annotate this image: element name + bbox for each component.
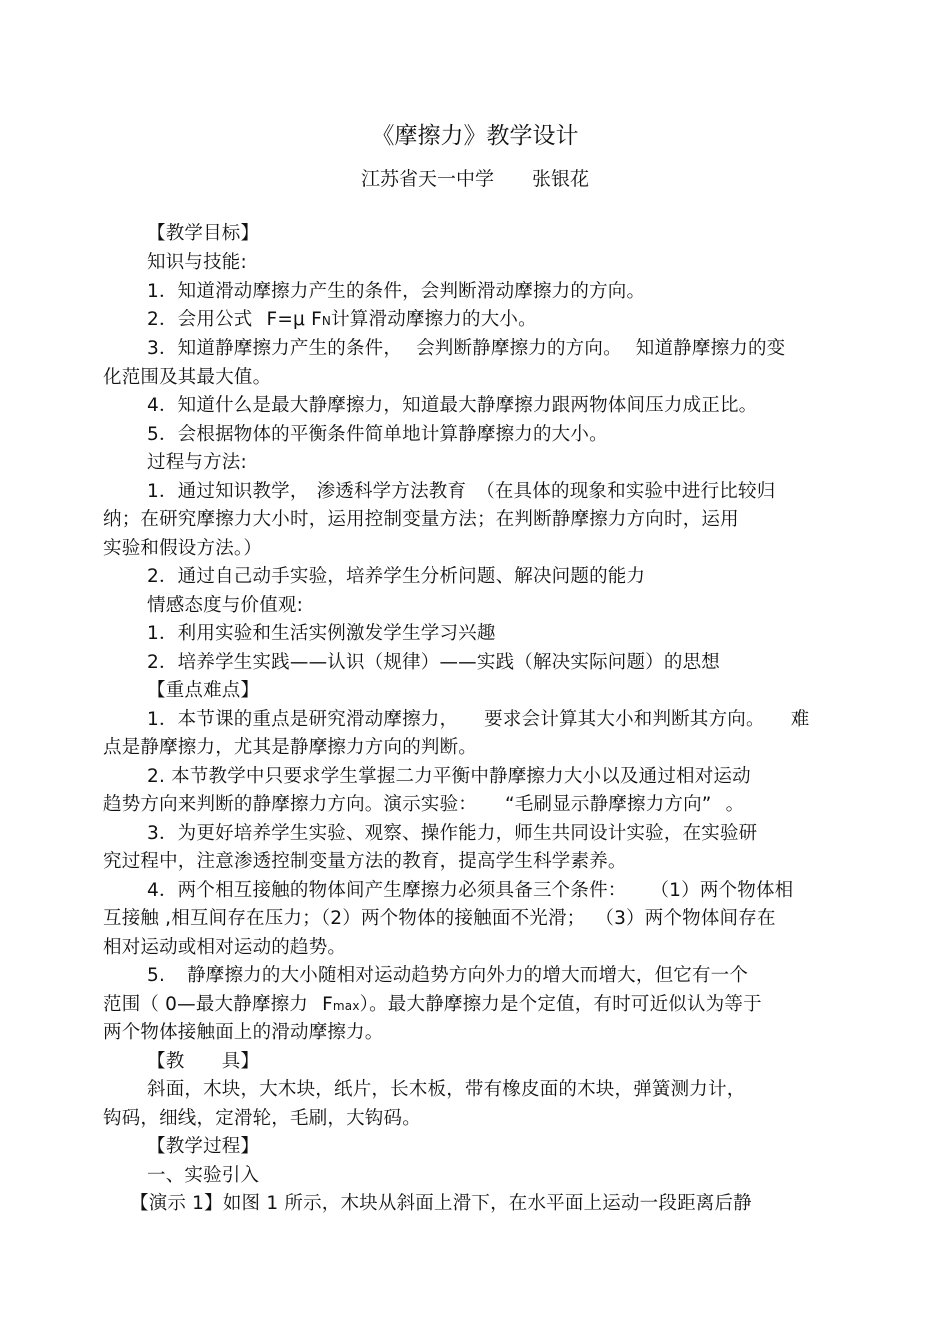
r5-text-c: 范围（ 0—最大静摩擦力 (103, 994, 309, 1015)
r2-text-d: 。 (725, 794, 745, 815)
p1-text-b: 渗透科学方法教育 (316, 481, 467, 502)
max-friction-symbol: F (322, 994, 333, 1015)
formula-subscript: N (321, 314, 332, 328)
objectives-heading: 【教学目标】 (147, 223, 260, 244)
keypoint-r5 (147, 962, 748, 990)
process-p1-end: 实验和假设方法。） (103, 538, 263, 559)
r2-text-b: 趋势方向来判断的静摩擦力方向。演示实验： (103, 794, 478, 815)
objective-k2 (147, 306, 537, 335)
r5-text-a: 5. (147, 965, 166, 986)
objective-k3-cont: 化范围及其最大值。 (103, 367, 272, 388)
objective-k5: 5．会根据物体的平衡条件简单地计算静摩擦力的大小。 (147, 424, 608, 445)
k2-text-a: 2．会用公式 (147, 309, 253, 330)
demo-1: 【演示 1】如图 1 所示，木块从斜面上滑下，在水平面上运动一段距离后静 (130, 1193, 752, 1214)
keypoints-heading: 【重点难点】 (147, 680, 260, 701)
r4-text-a: 4．两个相互接触的物体间产生摩擦力必须具备三个条件： (147, 880, 627, 901)
tools-list: 斜面，木块，大木块，纸片，长木板，带有橡皮面的木块，弹簧测力计， (147, 1079, 746, 1100)
emotion-e2: 2．培养学生实践——认识（规律）——实践（解决实际问题）的思想 (147, 652, 720, 673)
teaching-process-heading: 【教学过程】 (147, 1136, 260, 1157)
process-heading: 过程与方法: (147, 452, 247, 473)
tools-list-cont: 钩码，细线，定滑轮，毛刷，大钩码。 (103, 1108, 421, 1129)
r4-text-c: 互接触 ,相互间存在压力；（2）两个物体的接触面不光滑； (103, 908, 586, 929)
keypoint-r3-cont: 究过程中，注意渗透控制变量方法的教育，提高学生科学素养。 (103, 851, 627, 872)
r5-text-b: 静摩擦力的大小随相对运动趋势方向外力的增大而增大，但它有一个 (187, 965, 749, 986)
school-name: 江苏省天一中学 (360, 168, 494, 190)
p1-text-c: （在具体的现象和实验中进行比较归 (476, 481, 776, 502)
keypoint-r4 (147, 877, 793, 905)
emotion-heading: 情感态度与价值观: (147, 595, 304, 616)
r2-text-c: “毛刷显示静摩擦力方向” (505, 794, 712, 815)
objective-k1: 1．知道滑动摩擦力产生的条件，会判断滑动摩擦力的方向。 (147, 281, 646, 302)
p1-text-a: 1．通过知识教学， (147, 481, 309, 502)
r4-text-d: （3）两个物体间存在 (595, 908, 776, 929)
keypoint-r3: 3．为更好培养学生实验、观察、操作能力，师生共同设计实验，在实验研 (147, 823, 758, 844)
process-p1 (147, 478, 775, 506)
r1-text-a: 1．本节课的重点是研究滑动摩擦力， (147, 709, 459, 730)
keypoint-r2: 2. 本节教学中只要求学生掌握二力平衡中静摩擦力大小以及通过相对运动 (147, 766, 751, 787)
keypoint-r1-cont: 点是静摩擦力，尤其是静摩擦力方向的判断。 (103, 737, 478, 758)
r1-text-b: 要求会计算其大小和判断其方向。 (484, 709, 765, 730)
keypoint-r4-end: 相对运动或相对运动的趋势。 (103, 937, 347, 958)
document-title: 《摩擦力》教学设计 (371, 123, 579, 149)
r1-text-c: 难 (790, 709, 810, 730)
k3-text-a: 3．知道静摩擦力产生的条件， (147, 338, 403, 359)
tools-heading: 【教 具】 (147, 1051, 260, 1072)
section-experiment-intro: 一、实验引入 (147, 1165, 260, 1186)
keypoint-r1 (147, 706, 809, 734)
knowledge-heading: 知识与技能: (147, 252, 247, 273)
r4-text-b: （1）两个物体相 (650, 880, 794, 901)
keypoint-r5-end: 两个物体接触面上的滑动摩擦力。 (103, 1022, 384, 1043)
friction-formula: F=μ F (266, 309, 322, 330)
keypoint-r2-cont (103, 791, 744, 819)
max-friction-subscript: max (332, 999, 360, 1013)
keypoint-r5-cont (103, 991, 762, 1020)
k3-text-b: 会判断静摩擦力的方向。 (416, 338, 622, 359)
objective-k4: 4．知道什么是最大静摩擦力，知道最大静摩擦力跟两物体间压力成正比。 (147, 395, 758, 416)
emotion-e1: 1．利用实验和生活实例激发学生学习兴趣 (147, 623, 496, 644)
process-p2: 2．通过自己动手实验，培养学生分析问题、解决问题的能力 (147, 566, 646, 587)
process-p1-cont: 纳；在研究摩擦力大小时，运用控制变量方法；在判断静摩擦力方向时，运用 (103, 509, 739, 530)
objective-k3 (147, 335, 785, 363)
author-line (0, 164, 950, 191)
keypoint-r4-cont (103, 905, 776, 933)
k2-text-b: 计算滑动摩擦力的大小。 (331, 309, 537, 330)
r5-text-e: ）。最大静摩擦力是个定值，有时可近似认为等于 (359, 994, 762, 1015)
k3-text-c: 知道静摩擦力的变 (635, 338, 786, 359)
author-name: 张银花 (532, 168, 590, 190)
